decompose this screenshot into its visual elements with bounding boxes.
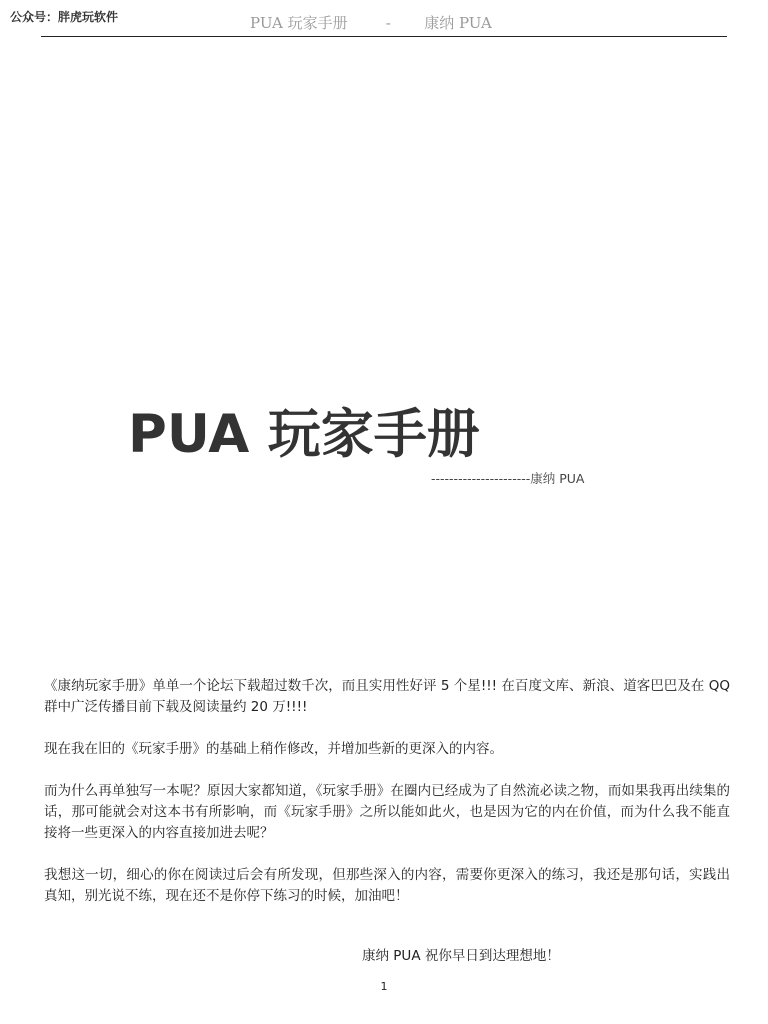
paragraph: 而为什么再单独写一本呢？原因大家都知道，《玩家手册》在圈内已经成为了自然流必读之物，而如果我再出续集的话，那可能就会对这本书有所影响，而《玩家手册》之所以能如此火，也是因为它的内在价值，而为什么我不能直接将一些更深入的内容直接加进去呢？ [44, 783, 730, 841]
paragraph: 我想这一切，细心的你在阅读过后会有所发现，但那些深入的内容，需要你更深入的练习，我还是那句话，实践出真知，别光说不练，现在还不是你停下练习的时候，加油吧！ [44, 867, 730, 904]
page-number: 1 [380, 980, 388, 993]
document-title: PUA 玩家手册 [128, 404, 480, 465]
document-subtitle: ----------------------康纳 PUA [431, 471, 585, 486]
page-header [41, 12, 727, 37]
header-text: PUA 玩家手册 - 康纳 PUA [250, 14, 492, 32]
watermark-text: 公众号：胖虎玩软件 [10, 10, 119, 24]
paragraph: 现在我在旧的《玩家手册》的基础上稍作修改，并增加些新的更深入的内容。 [44, 741, 503, 757]
signoff-text: 康纳 PUA 祝你早日到达理想地！ [362, 948, 560, 964]
paragraph: 《康纳玩家手册》单单一个论坛下载超过数千次，而且实用性好评 5 个星!!! 在百度文库、新浪、道客巴巴及在 QQ 群中广泛传播目前下载及阅读量约 20 万!!!! [44, 678, 730, 715]
body-text [44, 676, 730, 928]
